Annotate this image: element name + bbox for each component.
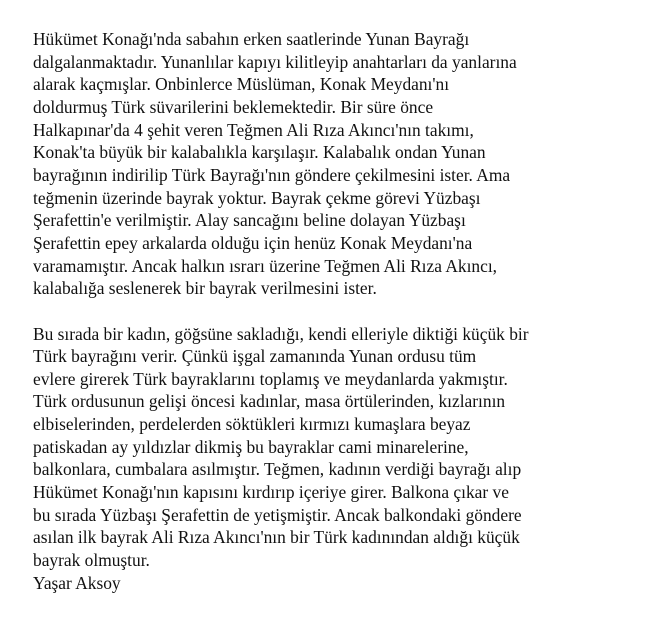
text-line: teğmenin üzerinde bayrak yoktur. Bayrak çekme görevi Yüzbaşı (33, 187, 481, 208)
text-line: evlere girerek Türk bayraklarını toplamış ve meydanlarda yakmıştır. (33, 368, 508, 389)
author-signature: Yaşar Aksoy (33, 572, 121, 593)
text-line: Türk ordusunun gelişi öncesi kadınlar, masa örtülerinden, kızlarının (33, 391, 506, 412)
text-line: alarak kaçmışlar. Onbinlerce Müslüman, Konak Meydanı'nı (33, 74, 450, 95)
text-line: bayrağının indirilip Türk Bayrağı'nın göndere çekilmesini ister. Ama (33, 164, 511, 185)
text-line: varamamıştır. Ancak halkın ısrarı üzerine Teğmen Ali Rıza Akıncı, (33, 255, 498, 276)
text-line: Şerafettin epey arkalarda olduğu için henüz Konak Meydanı'na (33, 232, 473, 253)
document-body (33, 28, 633, 594)
text-line: asılan ilk bayrak Ali Rıza Akıncı'nın bir Türk kadınından aldığı küçük (33, 527, 520, 548)
text-line: patiskadan ay yıldızlar dikmiş bu bayraklar cami minarelerine, (33, 436, 469, 457)
paragraph-1 (33, 28, 633, 300)
text-line: bayrak olmuştur. (33, 550, 150, 571)
text-line: balkonlara, cumbalara asılmıştır. Teğmen, kadının verdiği bayrağı alıp (33, 459, 522, 480)
text-line: Konak'ta büyük bir kalabalıkla karşılaşır. Kalabalık ondan Yunan (33, 142, 486, 163)
text-line: elbiselerinden, perdelerden söktükleri kırmızı kumaşlara beyaz (33, 414, 471, 435)
text-line: Halkapınar'da 4 şehit veren Teğmen Ali Rıza Akıncı'nın takımı, (33, 119, 474, 140)
paragraph-2 (33, 323, 633, 572)
text-line: Şerafettin'e verilmiştir. Alay sancağını beline dolayan Yüzbaşı (33, 210, 466, 231)
text-line: Bu sırada bir kadın, göğsüne sakladığı, kendi elleriyle diktiği küçük bir (33, 323, 529, 344)
text-line: Türk bayrağını verir. Çünkü işgal zamanında Yunan ordusu tüm (33, 346, 477, 367)
paragraph-spacer (33, 300, 633, 323)
text-line: dalgalanmaktadır. Yunanlılar kapıyı kilitleyip anahtarları da yanlarına (33, 51, 517, 72)
text-line: kalabalığa seslenerek bir bayrak verilmesini ister. (33, 278, 377, 299)
text-line: bu sırada Yüzbaşı Şerafettin de yetişmiştir. Ancak balkondaki göndere (33, 504, 522, 525)
text-line: doldurmuş Türk süvarilerini beklemektedir. Bir süre önce (33, 96, 434, 117)
text-line: Hükümet Konağı'nın kapısını kırdırıp içeriye girer. Balkona çıkar ve (33, 482, 509, 503)
text-line: Hükümet Konağı'nda sabahın erken saatlerinde Yunan Bayrağı (33, 29, 470, 49)
